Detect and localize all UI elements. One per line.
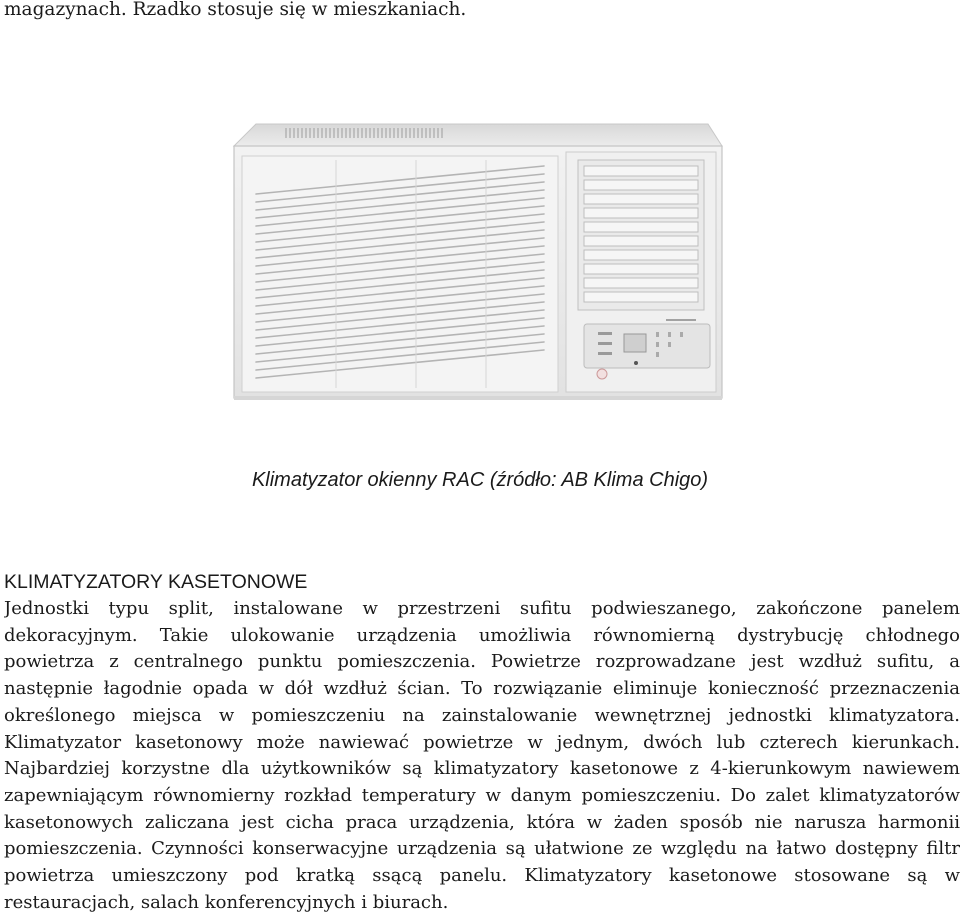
paragraph-line: następnie łagodnie opada w dół wzdłuż ścian. To rozwiązanie eliminuje konieczność przeznaczenia [4, 678, 960, 700]
paragraph-line: powietrza z centralnego punktu pomieszczenia. Powietrze rozprowadzane jest wzdłuż sufitu, a [4, 651, 960, 673]
paragraph-line: restauracjach, salach konferencyjnych i biurach. [4, 891, 449, 913]
paragraph-line: określonego miejsca w pomieszczeniu na zainstalowanie wewnętrznej jednostki klimatyzatora. [4, 704, 960, 726]
paragraph-line: pomieszczenia. Czynności konserwacyjne urządzenia są ułatwione ze względu na łatwo dostępny filtr [4, 838, 960, 860]
section-body [4, 596, 960, 916]
air-conditioner-image [226, 116, 736, 406]
section-heading: KLIMATYZATORY KASETONOWE [4, 571, 308, 593]
paragraph-line: Klimatyzator kasetonowy może nawiewać powietrze w jednym, dwóch lub czterech kierunkach. [4, 731, 960, 753]
top-text-line: magazynach. Rzadko stosuje się w mieszkaniach. [4, 0, 467, 20]
paragraph-line: powietrza umieszczony pod kratką ssącą panelu. Klimatyzatory kasetonowe stosowane są w [4, 865, 960, 887]
window-ac-illustration [226, 116, 736, 406]
figure-caption: Klimatyzator okienny RAC (źródło: AB Klima Chigo) [251, 469, 709, 491]
paragraph-line: Jednostki typu split, instalowane w przestrzeni sufitu podwieszanego, zakończone panelem [4, 598, 960, 619]
paragraph-line: dekoracyjnym. Takie ulokowanie urządzenia umożliwia równomierną dystrybucję chłodnego [4, 624, 960, 646]
paragraph-line: kasetonowych zaliczana jest cicha praca urządzenia, która w żaden sposób nie narusza harmonii [4, 811, 960, 833]
paragraph-line: zapewniającym równomierny rozkład temperatury w danym pomieszczeniu. Do zalet klimatyzatorów [4, 784, 960, 806]
paragraph-line: Najbardziej korzystne dla użytkowników są klimatyzatory kasetonowe z 4-kierunkowym nawiewem [4, 758, 960, 780]
